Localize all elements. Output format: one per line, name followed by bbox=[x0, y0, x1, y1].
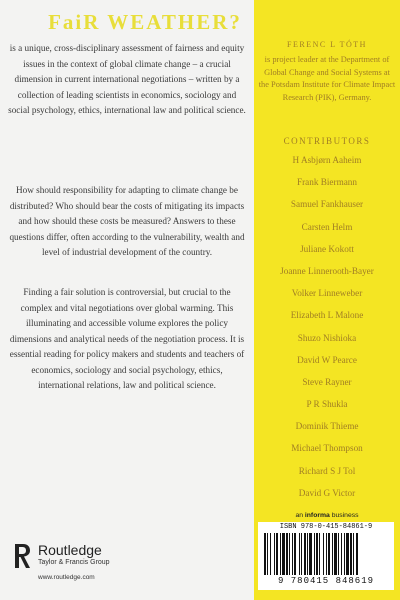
barcode-bars bbox=[264, 533, 388, 575]
publisher-logo bbox=[12, 542, 110, 570]
contributor-item: Samuel Fankhauser bbox=[290, 199, 364, 210]
publisher-name: Routledge bbox=[38, 542, 102, 558]
informa-brand: informa bbox=[304, 512, 330, 519]
informa-prefix: an bbox=[295, 512, 303, 519]
description-paragraph-2: How should responsibility for adapting to climate change be distributed? Who should bear the costs of mitigating its impacts and how should these costs be measured? Answers to these questions differ, often according to the vulnerability, wealth and level of industrial development of the country. bbox=[9, 185, 245, 257]
contributor-item: David W Pearce bbox=[297, 354, 357, 365]
contributors-list bbox=[254, 153, 400, 508]
author-name: FERENC L TÓTH bbox=[287, 40, 367, 49]
contributors-heading: CONTRIBUTORS bbox=[283, 136, 371, 146]
contributor-item: David G Victor bbox=[298, 487, 356, 498]
contributor-item: Dominik Thieme bbox=[295, 421, 359, 432]
isbn-barcode bbox=[258, 522, 394, 590]
contributor-item: Juliane Kokott bbox=[300, 243, 354, 254]
contributor-item: Joanne Linnerooth-Bayer bbox=[280, 265, 374, 276]
isbn-label: ISBN 978-0-415-84861-9 bbox=[279, 523, 373, 531]
contributor-item: Richard S J Tol bbox=[298, 465, 356, 476]
description-paragraph-3: Finding a fair solution is controversial, but crucial to the complex and vital negotiations over global warming. This illuminating and accessible volume explores the policy dimensions and analytical needs of the negotiation process. It is essential reading for policy makers and students and teachers of economics, sociology and social psychology, ethics, international relations, law and political science. bbox=[9, 287, 245, 390]
contributor-item: Michael Thompson bbox=[291, 443, 363, 454]
routledge-r-icon bbox=[12, 542, 32, 570]
author-bio: is project leader at the Department of Global Change and Social Systems at the Potsdam Institute for Climate Impact Research (PIK), Germany. bbox=[258, 55, 396, 102]
isbn-number: 9 780415 848619 bbox=[277, 576, 374, 586]
contributor-item: H Asbjørn Aaheim bbox=[292, 155, 362, 165]
publisher-url[interactable]: www.routledge.com bbox=[38, 574, 95, 581]
contributor-item: Volker Linneweber bbox=[291, 288, 363, 299]
contributor-item: Steve Rayner bbox=[302, 376, 352, 387]
contributor-item: P R Shukla bbox=[306, 399, 348, 410]
contributor-item: Elizabeth L Malone bbox=[290, 310, 364, 321]
publisher-group: Taylor & Francis Group bbox=[38, 559, 110, 566]
contributor-item: Carsten Helm bbox=[301, 221, 353, 232]
informa-business-label bbox=[254, 512, 400, 519]
book-title: FaiR WEATHER? bbox=[48, 10, 242, 34]
contributor-item: Frank Biermann bbox=[297, 177, 357, 188]
description-paragraph-1: is a unique, cross-disciplinary assessment of fairness and equity issues in the context of global climate change – a crucial dimension in current international negotiations – written by a collection of leading scientists in economics, sociology and social psychology, ethics, international law and political science. bbox=[8, 43, 246, 115]
right-panel bbox=[254, 0, 400, 600]
informa-suffix: business bbox=[331, 512, 359, 519]
contributor-item: Shuzo Nishioka bbox=[297, 332, 357, 343]
